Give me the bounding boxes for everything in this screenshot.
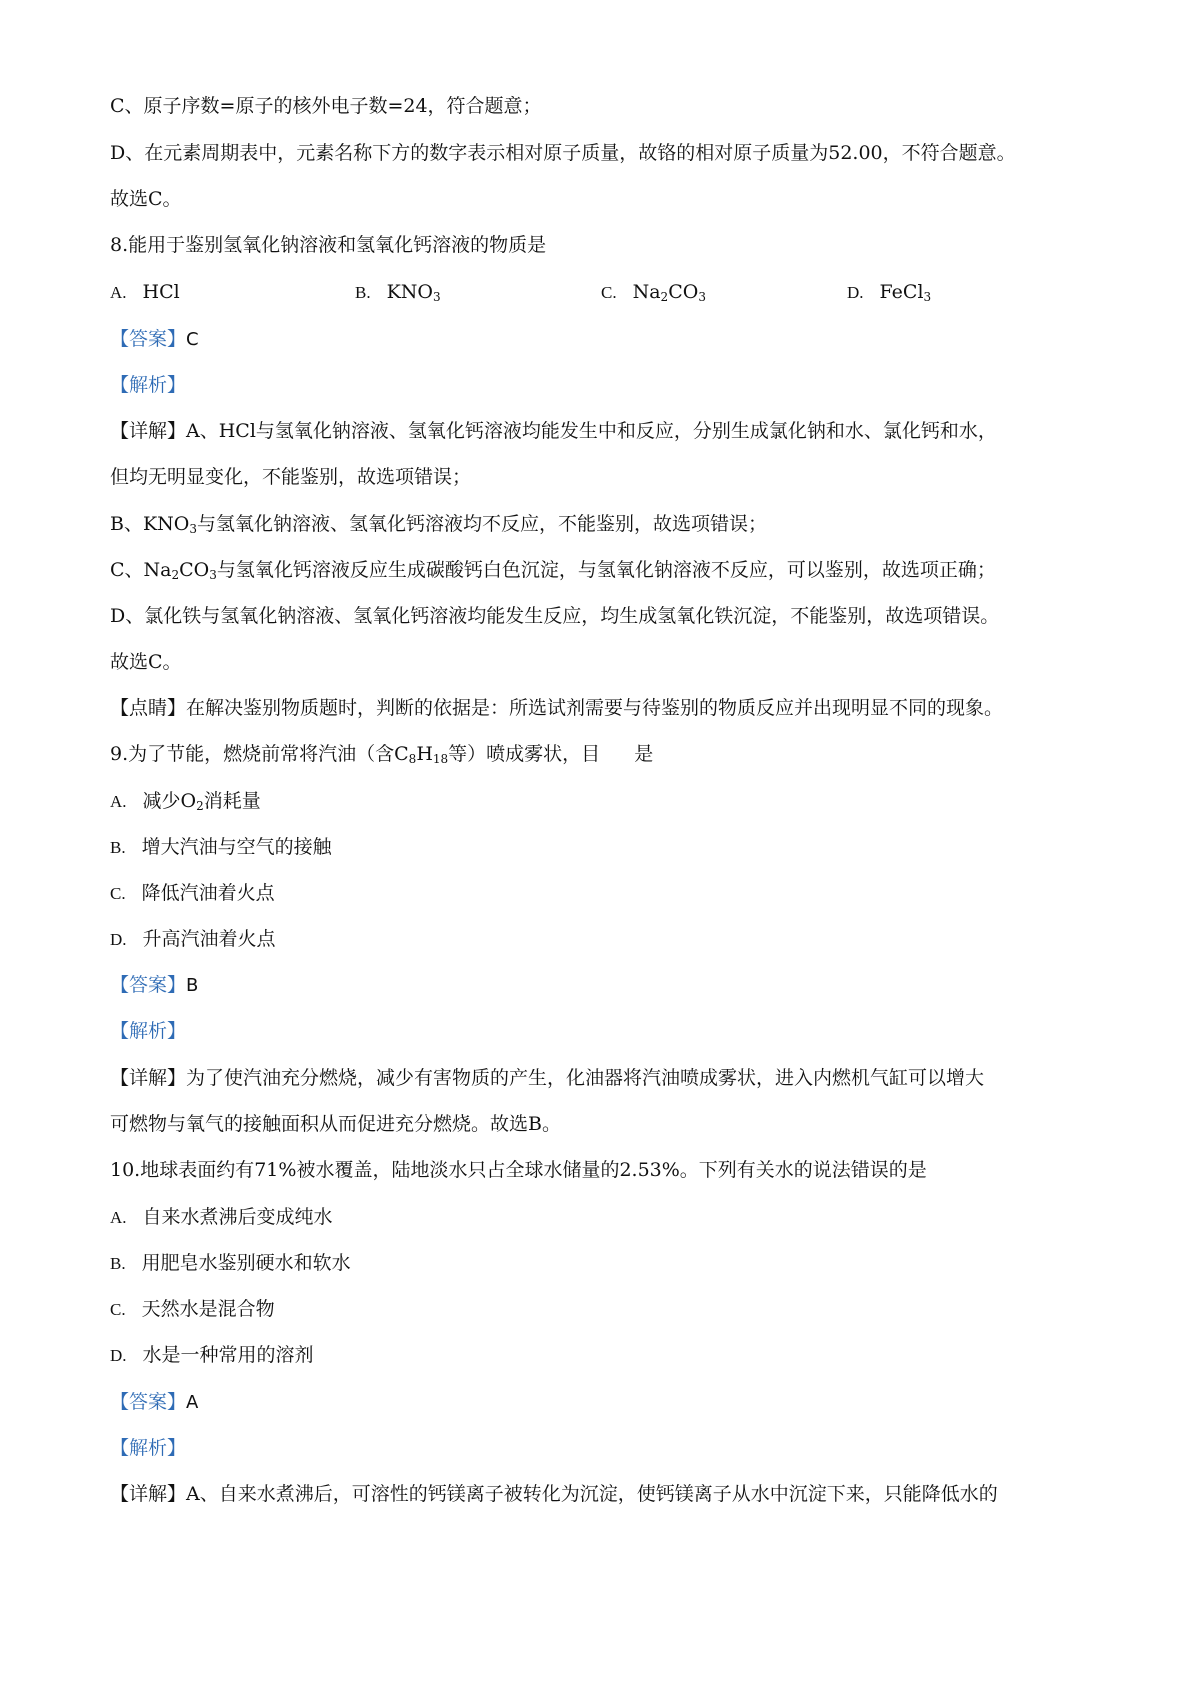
q9-option-b: B. 增大汽油与空气的接触 [110,836,332,858]
q10-stem: 10.地球表面约有71%被水覆盖，陆地淡水只占全球水储量的2.53%。下列有关水的说法错误的是 [110,1159,927,1181]
q10-option-c: C. 天然水是混合物 [110,1298,275,1320]
q9-stem: 9.为了节能，燃烧前常将汽油（含$C_8H_{18}$等）喷成雾状，目 是 [110,743,654,766]
option-key: B. [355,283,371,302]
q10-answer [110,1389,198,1416]
q8-detail-c: C、$Na_2CO_3$与氢氧化钙溶液反应生成碳酸钙白色沉淀，与氢氧化钠溶液不反应，可以鉴别，故选项正确； [110,559,996,582]
option-key: A. [110,283,127,302]
option-key: B. [110,838,126,857]
q8-option-a: A. HCl [110,281,180,303]
prev-choose: 故选C。 [110,188,182,210]
answer-value: C [186,329,199,350]
option-key: D. [110,1346,127,1365]
answer-tag: 【答案】 [110,974,187,996]
q10-option-a: A. 自来水煮沸后变成纯水 [110,1206,333,1228]
q8-stem: 8.能用于鉴别氢氧化钠溶液和氢氧化钙溶液的物质是 [110,234,547,256]
q10-option-d: D. 水是一种常用的溶剂 [110,1344,314,1366]
q9-analysis-tag: 【解析】 [110,1020,187,1042]
q9-option-a: A. 减少$O_2$消耗量 [110,790,261,813]
q8-choose: 故选C。 [110,651,182,673]
detail-tag: 【详解】 [110,1067,187,1089]
option-key: C. [601,283,617,302]
q10-detail-line1: 【详解】A、自来水煮沸后，可溶性的钙镁离子被转化为沉淀，使钙镁离子从水中沉淀下来，只能降低水的 [110,1483,998,1505]
answer-tag: 【答案】 [110,1391,187,1413]
option-key: C. [110,884,126,903]
detail-tag: 【详解】 [110,1483,187,1505]
answer-value: B [186,975,199,996]
q8-option-d: D. FeCl$_3$ [847,281,932,304]
q9-option-d: D. 升高汽油着火点 [110,928,276,950]
prev-option-d-explanation: D、在元素周期表中，元素名称下方的数字表示相对原子质量，故铬的相对原子质量为52.00，不符合题意。 [110,142,1016,164]
q9-detail-line2: 可燃物与氧气的接触面积从而促进充分燃烧。故选B。 [110,1113,561,1135]
q8-option-b: B. $KNO_3$ [355,281,441,304]
q8-detail-a-line1: 【详解】A、HCl与氢氧化钠溶液、氢氧化钙溶液均能发生中和反应，分别生成氯化钠和水、氯化钙和水， [110,420,997,442]
q8-answer [110,326,199,353]
answer-value: A [186,1392,199,1413]
option-key: B. [110,1254,126,1273]
q8-detail-a-line2: 但均无明显变化，不能鉴别，故选项错误； [110,466,472,488]
option-key: A. [110,792,127,811]
q9-detail-line1: 【详解】为了使汽油充分燃烧，减少有害物质的产生，化油器将汽油喷成雾状，进入内燃机气缸可以增大 [110,1067,985,1089]
q9-option-c: C. 降低汽油着火点 [110,882,275,904]
q10-option-b: B. 用肥皂水鉴别硬水和软水 [110,1252,351,1274]
answer-tag: 【答案】 [110,328,187,350]
detail-tag: 【详解】 [110,420,187,442]
option-key: D. [110,930,127,949]
option-key: A. [110,1208,127,1227]
q8-option-c: C. $Na_2CO_3$ [601,281,706,304]
q8-detail-b: B、$KNO_3$与氢氧化钠溶液、氢氧化钙溶液均不反应，不能鉴别，故选项错误； [110,513,768,536]
q10-analysis-tag: 【解析】 [110,1437,187,1459]
q8-detail-d: D、氯化铁与氢氧化钠溶液、氢氧化钙溶液均能发生反应，均生成氢氧化铁沉淀，不能鉴别，故选项错误。 [110,605,1000,627]
option-key: D. [847,283,864,302]
q8-note: 【点睛】在解决鉴别物质题时，判断的依据是：所选试剂需要与待鉴别的物质反应并出现明显不同的现象。 [110,697,1004,719]
q9-answer [110,972,198,999]
prev-option-c-explanation: C、原子序数=原子的核外电子数=24，符合题意； [110,95,542,117]
option-key: C. [110,1300,126,1319]
q8-analysis-tag: 【解析】 [110,374,187,396]
note-tag: 【点睛】 [110,697,187,719]
